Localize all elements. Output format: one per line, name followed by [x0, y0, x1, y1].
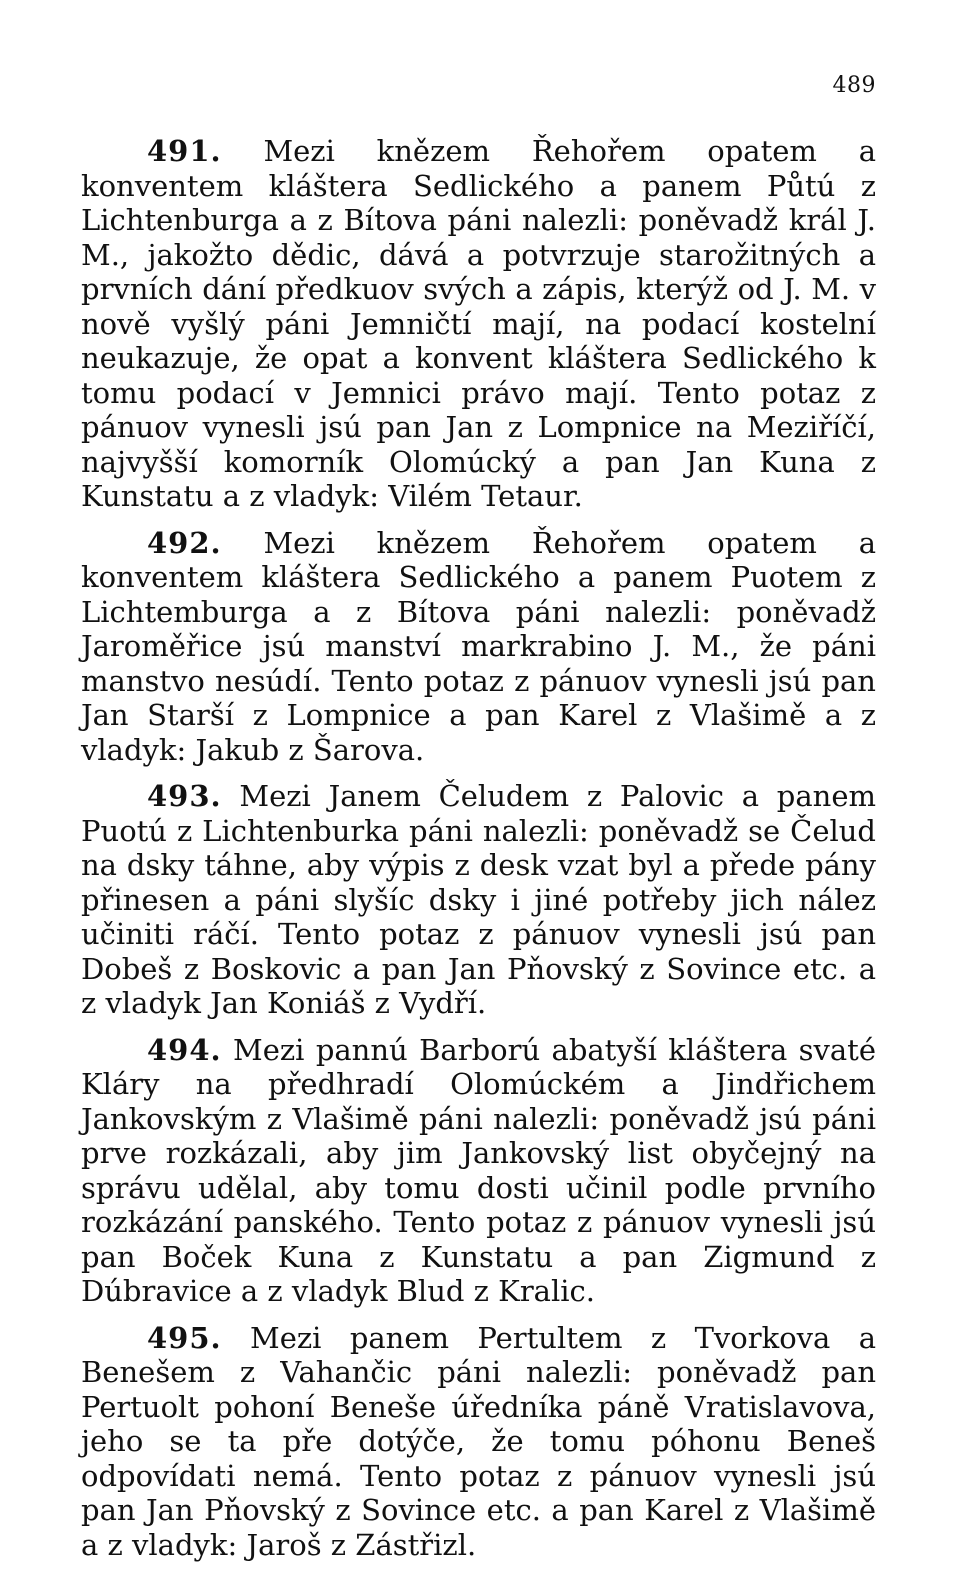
entry-text: Mezi knězem Řehořem opatem a konventem kláštera Sedlického a panem Půtú z Lichtenburga a z Bítova páni nalezli: poněvadž král J. M., jakožto dědic, dává a potvrzuje starožitných a prvních dání předkuov svých a zápis, kterýž od J. M. v nově vyšlý páni Jemničtí mají, na podací kostelní neukazuje, že opat a konvent kláštera Sedlického k tomu podací v Jemnici právo mají. Tento potaz z pánuov vynesli jsú pan Jan z Lompnice na Meziříčí, najvyšší komorník Olomúcký a pan Jan Kuna z Kunstatu a z vladyk: Vilém Tetaur.	[81, 134, 877, 513]
entry-491	[81, 134, 876, 514]
entry-number: 494.	[147, 1032, 222, 1067]
entry-number: 492.	[147, 525, 222, 560]
entry-492	[81, 526, 876, 768]
entries-list	[81, 134, 876, 1574]
entry-number: 495.	[147, 1320, 222, 1355]
entry-text: Mezi Janem Čeludem z Palovic a panem Puotú z Lichtenburka páni nalezli: poněvadž se Čelud na dsky táhne, aby výpis z desk vzat byl a přede pány přinesen a páni slyšíc dsky i jiné potřeby jich nález učiniti ráčí. Tento potaz z pánuov vynesli jsú pan Dobeš z Boskovic a pan Jan Pňovský z Sovince etc. a z vladyk Jan Koniáš z Vydří.	[81, 779, 877, 1020]
entry-495	[81, 1321, 876, 1563]
entry-text: Mezi panem Pertultem z Tvorkova a Benešem z Vahančic páni nalezli: poněvadž pan Pertuolt pohoní Beneše úředníka páně Vratislavova, jeho se ta pře dotýče, že tomu póhonu Beneš odpovídati nemá. Tento potaz z pánuov vynesli jsú pan Jan Pňovský z Sovince etc. a pan Karel z Vlašimě a z vladyk: Jaroš z Zástřizl.	[81, 1320, 877, 1562]
entry-493	[81, 779, 876, 1021]
document-page	[81, 0, 877, 1562]
entry-number: 491.	[147, 134, 222, 168]
entry-494	[81, 1033, 876, 1309]
entry-text: Mezi pannú Barború abatyší kláštera svaté Kláry na předhradí Olomúckém a Jindřichem Jankovským z Vlašimě páni nalezli: poněvadž jsú páni prve rozkázali, aby jim Jankovský list obyčejný na správu udělal, aby tomu dosti učinil podle prvního rozkázání panského. Tento potaz z pánuov vynesli jsú pan Boček Kuna z Kunstatu a pan Zigmund z Dúbravice a z vladyk Blud z Kralic.	[81, 1032, 876, 1308]
page-number: 489	[832, 73, 876, 98]
entry-number: 493.	[147, 779, 222, 813]
entry-text: Mezi knězem Řehořem opatem a konventem kláštera Sedlického a panem Puotem z Lichtemburga a z Bítova páni nalezli: poněvadž Jaroměřice jsú manství markrabino J. M., že páni manstvo nesúdí. Tento potaz z pánuov vynesli jsú pan Jan Starší z Lompnice a pan Karel z Vlašimě a z vladyk: Jakub z Šarova.	[81, 525, 877, 767]
